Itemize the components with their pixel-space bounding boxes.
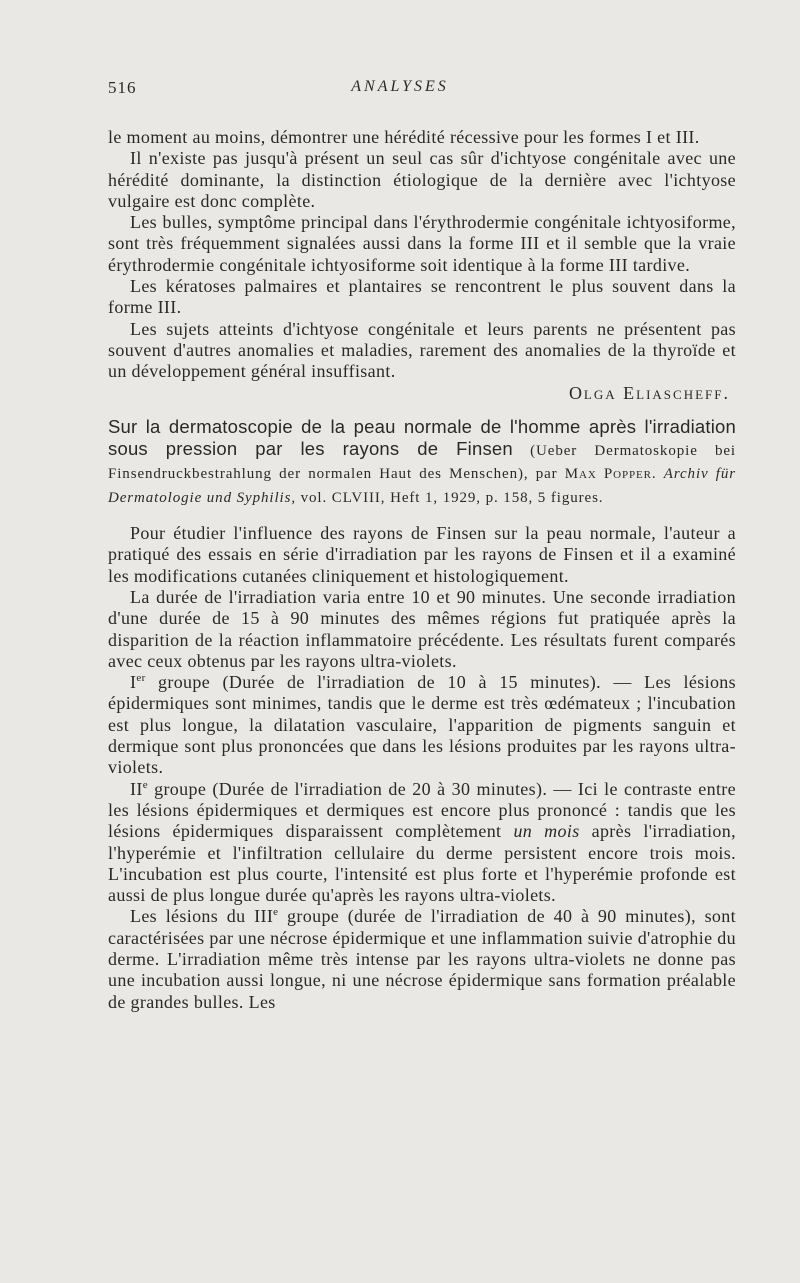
paragraph: Les sujets atteints d'ichtyose congénitale et leurs parents ne présentent pas souvent d'autres anomalies et maladies, rarement des anomalies de la thyroïde et un développement général insuffisant. <box>108 318 736 382</box>
group-text: groupe (durée de l'irradiation de 40 à 90 minutes), sont caractérisées par une nécrose épidermique et une inflammation suivie d'atrophie du derme. L'irradiation même très intense par les rayons ultra-violets ne donne pas une incubation aussi longue, ni une nécrose épidermique sans formation préalable de grandes bulles. Les <box>108 906 736 1012</box>
article-heading <box>108 416 736 509</box>
paragraph: le moment au moins, démontrer une hérédité récessive pour les formes I et III. <box>108 127 700 147</box>
reference-details: , vol. CLVIII, Heft 1, 1929, p. 158, 5 figures. <box>291 489 604 506</box>
reference-journal: Archiv für Dermatologie und Syphilis <box>108 466 736 506</box>
group-number-sup: e <box>273 906 279 919</box>
article-title: Sur la dermatoscopie de la peau normale de l'homme après l'irradiation sous pression par les rayons de Finsen <box>108 415 736 460</box>
group-text: groupe (Durée de l'irradiation de 10 à 15 minutes). — Les lésions épidermiques sont minimes, tandis que le derme est très œdémateux ; l'incubation est plus longue, la dilatation vasculaire, l'apparition de pigments sanguin et dermique sont plus prononcées que dans les lésions produites par les rayons ultra-violets. <box>108 672 736 778</box>
paragraph <box>108 906 736 1012</box>
paragraph: Il n'existe pas jusqu'à présent un seul cas sûr d'ichtyose congénitale avec une hérédité dominante, la distinction étiologique de la dernière avec l'ichtyose vulgaire est donc complète. <box>108 148 736 211</box>
reference-author: Max Popper <box>564 466 652 483</box>
paragraph <box>108 672 736 778</box>
group-text-italic: un mois <box>513 821 580 842</box>
text-body <box>108 127 736 1013</box>
paragraph <box>108 779 736 907</box>
signature: Olga Eliascheff. <box>568 382 730 403</box>
group-number-sup: er <box>136 672 146 685</box>
group-number: I <box>130 672 137 693</box>
paragraph: Les bulles, symptôme principal dans l'érythrodermie congénitale ichtyosiforme, sont très fréquemment signalées aussi dans la forme III et il semble que la vraie érythrodermie congénitale ichtyosiforme soit identique à la forme III tardive. <box>108 212 736 275</box>
group-text: groupe (Durée de l'irradiation de 20 à 30 minutes). — Ici le contraste entre les lésions épidermiques et dermiques est encore plus prononcé : tandis que les lésions épidermiques disparaissent complètement <box>108 778 736 842</box>
paragraph: La durée de l'irradiation varia entre 10 et 90 minutes. Une seconde irradiation d'une durée de 15 à 90 minutes des mêmes régions fut pratiquée après la disparition de la réaction inflammatoire précédente. Les résultats furent comparés avec ceux obtenus par les rayons ultra-violets. <box>108 586 736 671</box>
article-reference: (Ueber Dermatoskopie bei Finsendruckbestrahlung der normalen Haut des Menschen), par Max Popper. Archiv für Dermatologie und Syphilis, vol. CLVIII, Heft 1, 1929, p. 158, 5 figures. <box>108 443 736 506</box>
paragraph: Pour étudier l'influence des rayons de Finsen sur la peau normale, l'auteur a pratiqué des essais en série d'irradiation par les rayons de Finsen et il a examiné les modifications cutanées cliniquement et histologiquement. <box>108 523 736 586</box>
group-number-sup: e <box>142 778 148 791</box>
reference-original-title: (Ueber Dermatoskopie bei Finsendruckbestrahlung der normalen Haut des Menschen), par <box>108 443 736 483</box>
group-text: Les lésions du III <box>130 906 274 927</box>
running-title: ANALYSES <box>351 78 449 95</box>
page-number: 516 <box>108 78 137 97</box>
group-number: II <box>130 778 143 799</box>
group-text: après l'irradiation, l'hyperémie et l'infiltration cellulaire du derme persistent encore trois mois. L'incubation est plus courte, l'intensité est plus forte et l'hyperémie profonde est aussi de plus longue durée qu'après les rayons ultra-violets. <box>108 821 736 906</box>
paragraph: Les kératoses palmaires et plantaires se rencontrent le plus souvent dans la forme III. <box>108 276 736 318</box>
